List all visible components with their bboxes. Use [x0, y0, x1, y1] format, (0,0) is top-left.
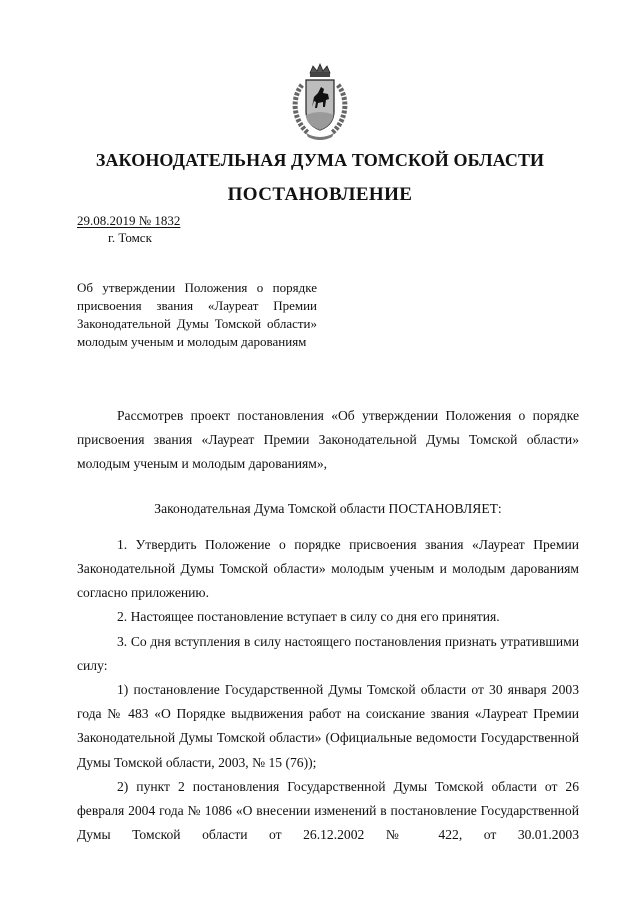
paragraph-3: 3. Со дня вступления в силу настоящего постановления признать утратившими силу:	[77, 633, 579, 673]
paragraph-3-item-1: 1) постановление Государственной Думы Томской области от 30 января 2003 года № 483 «О Порядке выдвижения работ на соискание звания «Лауреат Премии Законодательной Думы Томской области» (Официальные ведомости Государственной Думы Томской области, 2003, № 15 (76));	[77, 682, 579, 770]
coat-of-arms-emblem	[288, 63, 352, 143]
document-date-number: 29.08.2019 № 1832	[77, 213, 181, 228]
organization-title: ЗАКОНОДАТЕЛЬНАЯ ДУМА ТОМСКОЙ ОБЛАСТИ	[95, 150, 545, 170]
document-type-heading: ПОСТАНОВЛЕНИЕ	[227, 184, 413, 205]
document-body	[77, 404, 579, 847]
paragraph-2: 2. Настоящее постановление вступает в силу со дня его принятия.	[117, 609, 500, 625]
resolution-line: Законодательная Дума Томской области ПОСТАНОВЛЯЕТ:	[154, 500, 502, 516]
paragraph-1: 1. Утвердить Положение о порядке присвоения звания «Лауреат Премии Законодательной Думы Томской области» молодым ученым и молодым дарованиям согласно приложению.	[77, 536, 579, 601]
document-city: г. Томск	[108, 230, 152, 245]
paragraph-3-item-2: 2) пункт 2 постановления Государственной Думы Томской области от 26 февраля 2004 года № 1086 «О внесении изменений в постановление Государственной Думы Томской области от 26.12.2002 № 422, от 30.01.2003	[77, 778, 579, 843]
intro-paragraph: Рассмотрев проект постановления «Об утверждении Положения о порядке присвоения звания «Лауреат Премии Законодательной Думы Томской области» молодым ученым и молодым дарованиям»,	[77, 408, 579, 472]
document-subject: Об утверждении Положения о порядке присвоения звания «Лауреат Премии Законодательной Думы Томской области» молодым ученым и молодым дарованиям	[77, 280, 317, 349]
